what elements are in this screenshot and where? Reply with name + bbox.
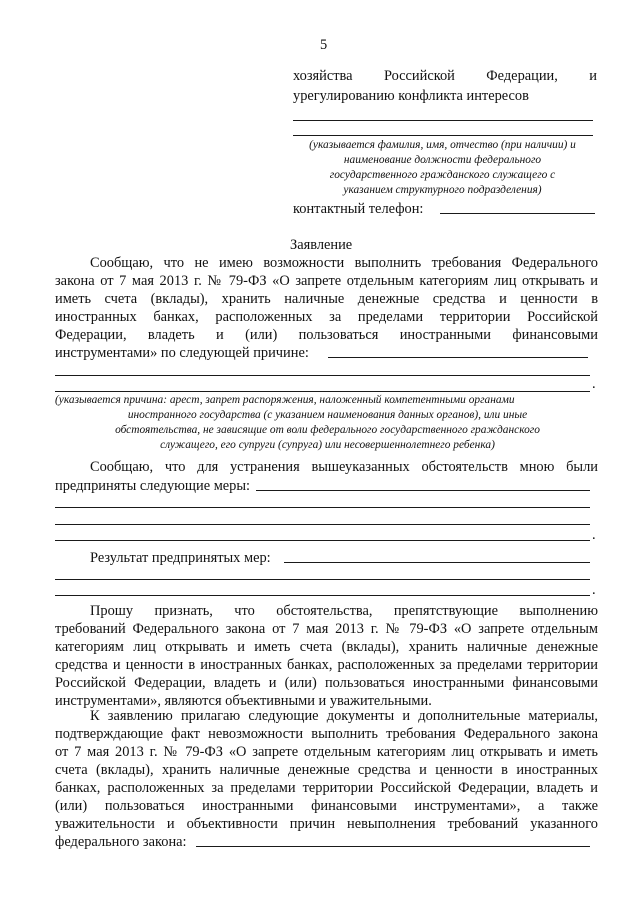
measures-field-3[interactable] (55, 524, 590, 525)
contact-phone-label: контактный телефон: (293, 201, 424, 217)
para1-line: иностранных банках, расположенных за пределами территории Российской (55, 309, 598, 325)
end-period: . (592, 582, 596, 598)
request-line: Российской Федерации, владеть и (или) пользоваться иностранными финансовыми (55, 675, 598, 691)
reason-note (55, 393, 600, 453)
measures-field-4[interactable] (55, 540, 590, 541)
reason-field-3[interactable] (55, 391, 590, 392)
request-line: требований Федерального закона от 7 мая 2013 г. № 79-ФЗ «О запрете отдельным (55, 621, 598, 637)
para1-line: закона от 7 мая 2013 г. № 79-ФЗ «О запрете отдельным категориям лиц открывать и (55, 273, 598, 289)
applicant-note-line: указанием структурного подразделения) (343, 184, 542, 196)
contact-phone-field[interactable] (440, 213, 595, 214)
applicant-note-line: (указывается фамилия, имя, отчество (при наличии) и (309, 139, 576, 151)
reason-note-line: (указывается причина: арест, запрет распоряжения, наложенный компетентными органами (55, 394, 515, 406)
measures-field-1[interactable] (256, 490, 590, 491)
reason-field-2[interactable] (55, 375, 590, 376)
result-field-2[interactable] (55, 579, 590, 580)
addressee-blank-line-2 (293, 135, 593, 136)
attach-line: подтверждающие факт невозможности выполнить требования Федерального закона (55, 726, 598, 742)
para1-line: инструментами» по следующей причине: (55, 345, 309, 361)
result-field-3[interactable] (55, 595, 590, 596)
attach-line: (или) пользоваться иностранными финансовыми инструментами», а также (55, 798, 598, 814)
attach-line: уважительности и объективности причин невыполнения требований указанного (55, 816, 598, 832)
applicant-note-line: наименование должности федерального (343, 154, 542, 166)
attach-line: банках, расположенных за пределами территории Российской Федерации, владеть и (55, 780, 598, 796)
page-number: 5 (320, 37, 328, 53)
attach-line: счета (вклады), хранить наличные денежные средства и ценности в иностранных (55, 762, 598, 778)
reason-note-line: служащего, его супруги (супруга) или несовершеннолетнего ребенка) (160, 439, 495, 451)
request-line: инструментами», являются объективными и уважительными. (55, 693, 432, 709)
addressee-line-1: хозяйства Российской Федерации, и (293, 68, 597, 84)
reason-note-line: иностранного государства (с указанием наименования данных органов), или иные (127, 409, 528, 421)
para1-line: Сообщаю, что не имею возможности выполнить требования Федерального (90, 255, 598, 271)
result-field-1[interactable] (284, 562, 590, 563)
attach-line: от 7 мая 2013 г. № 79-ФЗ «О запрете отдельным категориям лиц открывать и иметь (55, 744, 598, 760)
applicant-note-line: государственного гражданского служащего с (329, 169, 556, 181)
measures-line: предприняты следующие меры: (55, 478, 251, 494)
applicant-note (285, 138, 600, 198)
request-line: категориям лиц открывать и иметь счета (вклады), хранить наличные денежные (55, 639, 598, 655)
attachments-field[interactable] (196, 846, 590, 847)
addressee-blank-line-1 (293, 120, 593, 121)
measures-field-2[interactable] (55, 507, 590, 508)
reason-field-1[interactable] (328, 357, 588, 358)
para1-line: Федерации, владеть и (или) пользоваться иностранными финансовыми (55, 327, 598, 343)
addressee-line-2: урегулированию конфликта интересов (293, 88, 529, 104)
request-line: Прошу признать, что обстоятельства, препятствующие выполнению (90, 603, 598, 619)
statement-title: Заявление (290, 237, 353, 253)
end-period: . (592, 376, 596, 392)
attach-line: К заявлению прилагаю следующие документы и дополнительные материалы, (90, 708, 598, 724)
end-period: . (592, 527, 596, 543)
measures-line: Сообщаю, что для устранения вышеуказанных обстоятельств мною были (90, 459, 598, 475)
reason-note-line: обстоятельства, не зависящие от воли федерального государственного гражданского (115, 424, 540, 436)
attach-line: федерального закона: (55, 834, 187, 850)
request-line: средства и ценности в иностранных банках, расположенных за пределами территории (55, 657, 598, 673)
result-label: Результат предпринятых мер: (90, 550, 271, 566)
para1-line: иметь счета (вклады), хранить наличные денежные средства и ценности в (55, 291, 598, 307)
